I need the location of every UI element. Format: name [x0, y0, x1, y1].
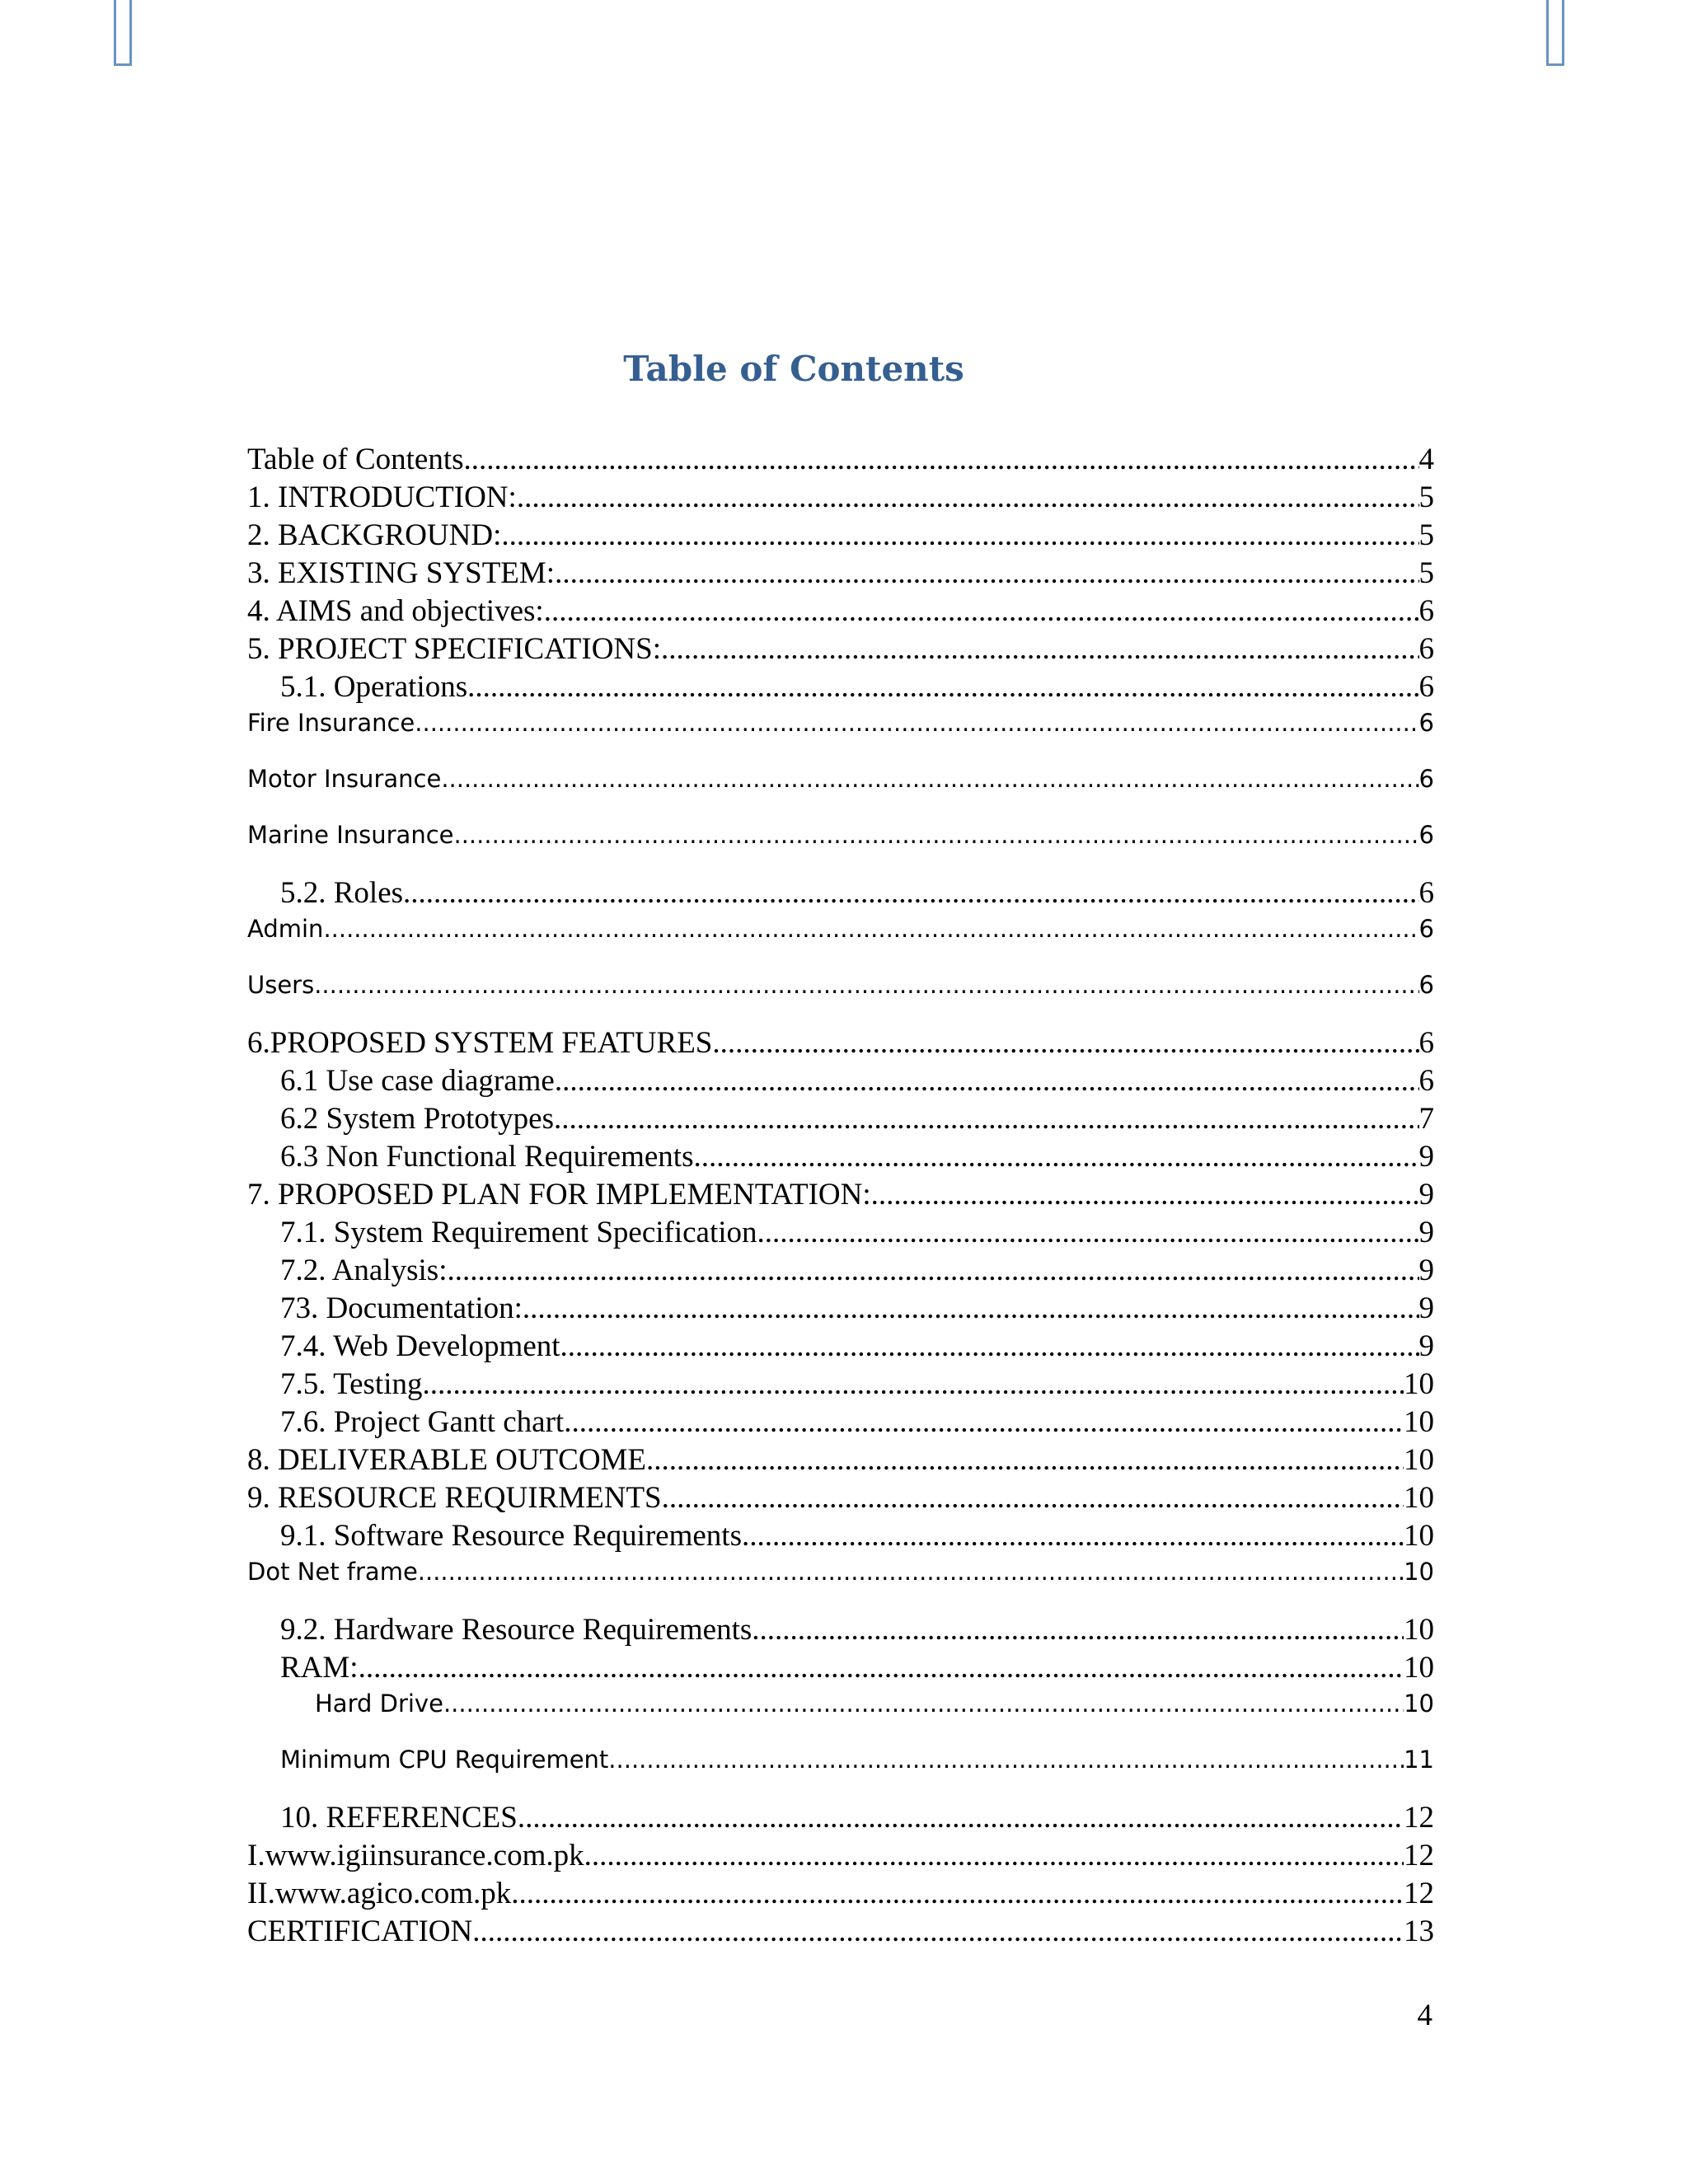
toc-entry[interactable] [247, 593, 1434, 630]
toc-entry[interactable] [247, 1441, 1434, 1479]
dot-leader [742, 1517, 1404, 1555]
toc-entry[interactable] [247, 1611, 1434, 1649]
dot-leader [511, 1875, 1404, 1913]
toc-entry[interactable] [247, 1366, 1434, 1404]
dot-leader [359, 1649, 1404, 1687]
toc-entry-page: 6 [1418, 971, 1434, 999]
toc-entry-page: 9 [1418, 1291, 1434, 1325]
toc-entry[interactable] [247, 1743, 1434, 1799]
dot-leader [422, 1366, 1404, 1404]
toc-entry-page: 6 [1418, 670, 1434, 704]
toc-entry-page: 10 [1404, 1367, 1434, 1401]
toc-entry-label: 9.1. Software Resource Requirements [280, 1519, 742, 1553]
toc-entry-page: 6 [1418, 632, 1434, 666]
toc-entry-page: 6 [1418, 594, 1434, 628]
dot-leader [757, 1214, 1419, 1252]
toc-entry-page: 5 [1418, 556, 1434, 590]
dot-leader [555, 1062, 1419, 1100]
crop-mark-left [114, 0, 132, 66]
dot-leader [554, 1100, 1419, 1138]
dot-leader [752, 1611, 1404, 1649]
toc-entry-label: Users [247, 971, 315, 999]
dot-leader [323, 912, 1418, 945]
toc-entry-page: 9 [1418, 1329, 1434, 1363]
toc-entry-page: 10 [1404, 1613, 1434, 1647]
toc-entry-label: 5.2. Roles [280, 876, 404, 910]
toc-entry-label: 10. REFERENCES [280, 1801, 518, 1835]
toc-entry-label: Table of Contents [247, 443, 464, 476]
toc-entry[interactable] [247, 1176, 1434, 1214]
toc-entry-page: 6 [1418, 765, 1434, 793]
toc-entry-label: 6.3 Non Functional Requirements [280, 1140, 694, 1174]
toc-entry-page: 10 [1404, 1443, 1434, 1477]
toc-entry-label: 73. Documentation: [280, 1291, 523, 1325]
toc-entry-page: 13 [1404, 1915, 1434, 1948]
dot-leader [314, 968, 1418, 1001]
toc-entry-page: 6 [1418, 876, 1434, 910]
toc-entry-label: Dot Net frame [247, 1558, 418, 1586]
toc-entry-page: 12 [1404, 1877, 1434, 1910]
toc-entry-label: 5.1. Operations [280, 670, 468, 704]
toc-entry-page: 10 [1404, 1651, 1434, 1685]
toc-entry[interactable] [247, 968, 1434, 1024]
toc-entry-label: RAM: [280, 1651, 359, 1685]
toc-entry[interactable] [247, 1138, 1434, 1176]
toc-entry-label: Fire Insurance [247, 709, 415, 737]
dot-leader [517, 479, 1419, 517]
toc-entry-label: 1. INTRODUCTION: [247, 480, 517, 514]
toc-entry-label: 4. AIMS and objectives: [247, 594, 544, 628]
toc-entry-page: 9 [1418, 1140, 1434, 1174]
toc-entry[interactable] [247, 762, 1434, 818]
toc-entry-label: II.www.agico.com.pk [247, 1877, 512, 1910]
toc-entry[interactable] [247, 1290, 1434, 1328]
dot-leader [403, 874, 1418, 912]
toc-entry[interactable] [247, 818, 1434, 874]
toc-entry-label: 5. PROJECT SPECIFICATIONS: [247, 632, 662, 666]
dot-leader [544, 593, 1419, 630]
dot-leader [661, 630, 1418, 668]
toc-entry[interactable] [247, 1837, 1434, 1875]
toc-entry-page: 10 [1404, 1519, 1434, 1553]
toc-entry[interactable] [247, 1517, 1434, 1555]
dot-leader [454, 818, 1419, 851]
dot-leader [694, 1138, 1419, 1176]
toc-entry-label: 9. RESOURCE REQUIRMENTS [247, 1481, 662, 1515]
toc-entry-label: 9.2. Hardware Resource Requirements [280, 1613, 753, 1647]
dot-leader [464, 441, 1419, 479]
dot-leader [712, 1024, 1418, 1062]
toc-entry[interactable] [247, 1479, 1434, 1517]
toc-entry-label: 7.4. Web Development [280, 1329, 560, 1363]
dot-leader [584, 1837, 1404, 1875]
toc-entry[interactable] [247, 1214, 1434, 1252]
toc-entry-label: 7.2. Analysis: [280, 1254, 448, 1287]
dot-leader [441, 762, 1418, 795]
toc-entry[interactable] [247, 630, 1434, 668]
toc-entry[interactable] [247, 668, 1434, 706]
dot-leader [871, 1176, 1419, 1214]
toc-entry-page: 9 [1418, 1178, 1434, 1212]
toc-entry-page: 12 [1404, 1839, 1434, 1872]
dot-leader [415, 706, 1418, 739]
toc-entry-page: 11 [1404, 1746, 1434, 1774]
toc-entry[interactable] [247, 1062, 1434, 1100]
toc-entry-label: 6.1 Use case diagrame [280, 1064, 555, 1098]
toc-entry-label: 7.5. Testing [280, 1367, 423, 1401]
toc-entry-page: 7 [1418, 1102, 1434, 1136]
dot-leader [518, 1799, 1404, 1837]
toc-entry-label: 3. EXISTING SYSTEM: [247, 556, 556, 590]
toc-entry-label: I.www.igiinsurance.com.pk [247, 1839, 584, 1872]
toc-entry-page: 5 [1418, 480, 1434, 514]
toc-entry[interactable] [247, 912, 1434, 968]
toc-entry[interactable] [247, 874, 1434, 912]
toc-entry-label: 7.6. Project Gantt chart [280, 1405, 565, 1439]
toc-entry[interactable] [247, 1100, 1434, 1138]
toc-entry-label: Motor Insurance [247, 765, 442, 793]
page-title: Table of Contents [623, 349, 964, 389]
dot-leader [564, 1404, 1404, 1441]
toc-entry-label: CERTIFICATION [247, 1915, 473, 1948]
dot-leader [662, 1479, 1404, 1517]
toc-entry[interactable] [247, 441, 1434, 479]
toc-entry[interactable] [247, 1555, 1434, 1611]
toc-entry-page: 6 [1418, 915, 1434, 943]
toc-entry-page: 10 [1404, 1481, 1434, 1515]
toc-entry-page: 4 [1418, 443, 1434, 476]
toc-entry-label: 6.2 System Prototypes [280, 1102, 554, 1136]
toc-entry-page: 10 [1404, 1558, 1434, 1586]
toc-entry-page: 9 [1418, 1216, 1434, 1249]
toc-entry-page: 10 [1404, 1690, 1434, 1718]
toc-entry[interactable] [247, 479, 1434, 517]
toc-entry[interactable] [247, 1799, 1434, 1837]
toc-entry-label: 7.1. System Requirement Specification [280, 1216, 757, 1249]
toc-entry-label: Hard Drive [315, 1690, 443, 1718]
toc-entry[interactable] [247, 1913, 1434, 1951]
toc-entry-page: 6 [1418, 821, 1434, 849]
dot-leader [443, 1687, 1404, 1720]
dot-leader [608, 1743, 1404, 1776]
toc-entry-page: 12 [1404, 1801, 1434, 1835]
toc-entry-label: 8. DELIVERABLE OUTCOME [247, 1443, 647, 1477]
dot-leader [467, 668, 1418, 706]
toc-entry[interactable] [247, 1404, 1434, 1441]
dot-leader [523, 1290, 1419, 1328]
toc-entry-label: 2. BACKGROUND: [247, 518, 502, 552]
toc-entry[interactable] [247, 1328, 1434, 1366]
dot-leader [448, 1252, 1419, 1290]
dot-leader [418, 1555, 1404, 1588]
toc-entry[interactable] [247, 555, 1434, 593]
dot-leader [646, 1441, 1404, 1479]
toc-entry-label: 6.PROPOSED SYSTEM FEATURES [247, 1026, 713, 1060]
toc-entry-label: 7. PROPOSED PLAN FOR IMPLEMENTATION: [247, 1178, 871, 1212]
toc-entry-page: 6 [1418, 1026, 1434, 1060]
crop-mark-right [1546, 0, 1564, 66]
dot-leader [555, 555, 1418, 593]
toc-entry-page: 9 [1418, 1254, 1434, 1287]
toc-entry[interactable] [247, 1024, 1434, 1062]
dot-leader [501, 517, 1418, 555]
toc-entry-label: Admin [247, 915, 324, 943]
toc-entry-page: 5 [1418, 518, 1434, 552]
toc-entry[interactable] [247, 1687, 1434, 1743]
toc-entry[interactable] [247, 1875, 1434, 1913]
table-of-contents [247, 441, 1434, 1951]
toc-entry-page: 10 [1404, 1405, 1434, 1439]
toc-entry[interactable] [247, 1252, 1434, 1290]
toc-entry-page: 6 [1418, 709, 1434, 737]
page-number: 4 [1417, 1999, 1432, 2032]
dot-leader [472, 1913, 1404, 1951]
dot-leader [560, 1328, 1419, 1366]
toc-entry[interactable] [247, 517, 1434, 555]
toc-entry[interactable] [247, 706, 1434, 762]
toc-entry-label: Marine Insurance [247, 821, 454, 849]
toc-entry-page: 6 [1418, 1064, 1434, 1098]
toc-entry-label: Minimum CPU Requirement [280, 1746, 609, 1774]
toc-entry[interactable] [247, 1649, 1434, 1687]
